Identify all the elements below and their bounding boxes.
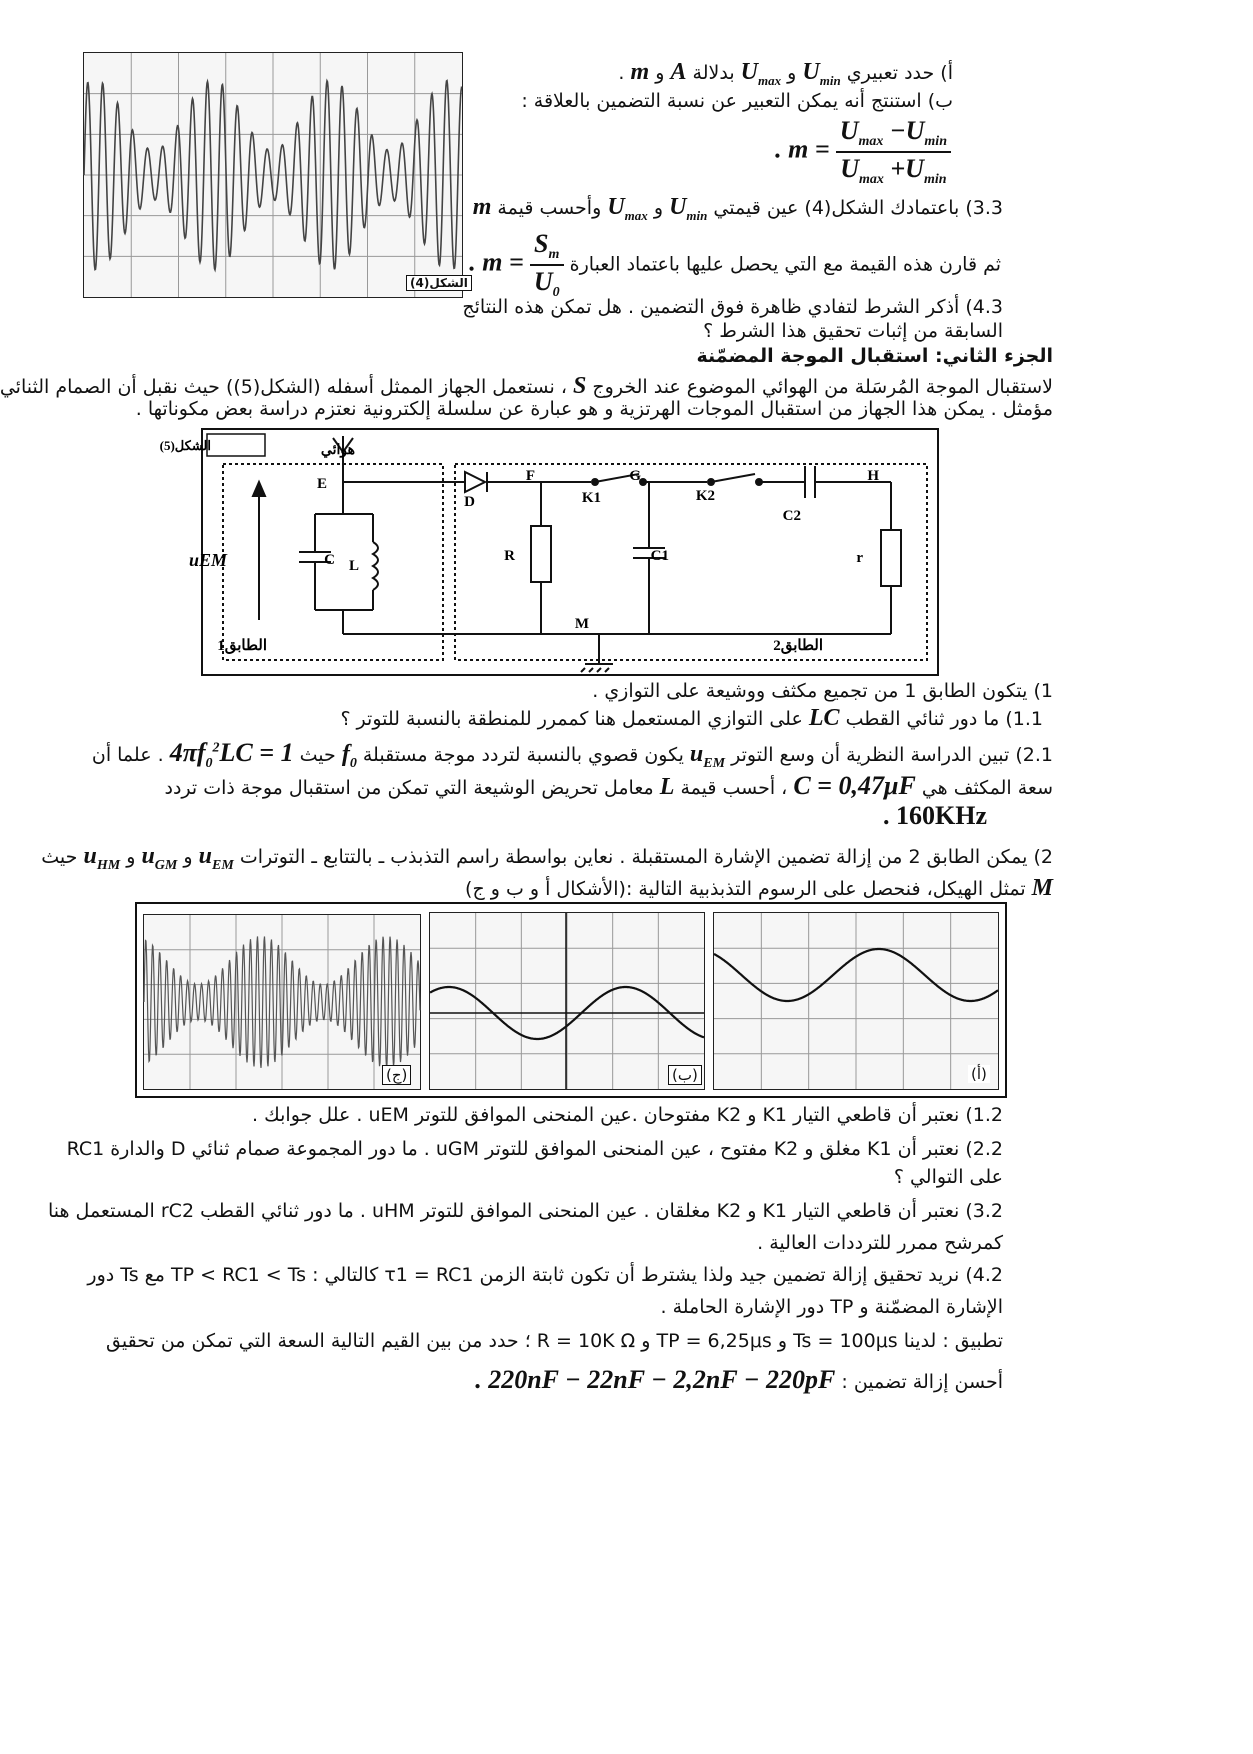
formula-denominator: $U_{max} +U_{min}$ [840,153,947,188]
oscillogram-c-label: (ج) [382,1065,411,1085]
question-3-3-compare: ثم قارن هذه القيمة مع التي يحصل عليها باعتماد العبارة $\frac{S_m}{U_0}$ . m = [469,229,1001,301]
application-line1: تطبيق : لدينا Ts = 100μs و TP = 6,25μs و R = 10K Ω ؛ حدد من بين القيم التالية السعة التي تمكن من تحقيق [106,1330,1003,1352]
part2-intro-line1: لاستقبال الموجة المُرسَلة من الهوائي الموضوع عند الخروج S ، نستعمل الجهاز الممثل أسفله (الشكل(5)) حيث نقبل أن الصمام الثنائي [0,373,1053,399]
modulation-formula: $\frac{U_{max} -U_{min}}{U_{max} +U_{min}}$ . m = [775,115,951,189]
label-K2: K2 [695,488,715,504]
resistor-r [881,482,901,634]
diode-icon [459,472,487,492]
q2-1-line2: سعة المكثف هي C = 0,47μF ، أحسب قيمة L معامل تحريض الوشيعة التي تمكن من استقبال موجة ذات تردد [164,771,1053,800]
uem-arrow [253,482,265,620]
oscillogram-b-label: (ب) [668,1065,702,1085]
figure-5-label-box [207,434,265,456]
stage-1-label: الطابق1 [217,638,267,654]
node-M: M [574,616,589,632]
q4-2-line2: الإشارة المضمّنة و TP دور الإشارة الحاملة . [660,1296,1003,1318]
oscillograms-frame [135,902,1007,1098]
node-G: G [629,468,641,484]
oscillogram-b [429,912,705,1090]
question-4-3-line2: السابقة من إثبات تحقيق هذا الشرط ؟ [703,320,1003,342]
node-D: D [464,494,475,510]
lc-tank [299,482,378,634]
q2-intro-line2: M تمثل الهيكل، فنحصل على الرسوم التذبذبية التالية :(الأشكال أ و ب و ج) [465,875,1053,901]
figure-4-oscillogram [83,52,468,298]
q1-2: 1.2) نعتبر أن قاطعي التيار K1 و K2 مفتوحان .عين المنحنى الموافق للتوتر uEM . علل جوابك . [252,1104,1003,1126]
q2-2-line1: 2.2) نعتبر أن K1 مغلق و K2 مفتوح ، عين المنحنى الموافق للتوتر uGM . ما دور المجموعة صمام ثنائي D والدارة RC1 [66,1138,1003,1160]
uem-label: uEM [188,550,227,570]
stage-2-label: الطابق2 [773,638,823,654]
node-E: E [316,476,327,492]
application-line2: أحسن إزالة تضمين : . 220nF − 22nF − 2,2nF − 220pF [475,1365,1003,1394]
antenna-label: هوائي [320,443,355,458]
label-C: C [324,552,335,568]
question-b: ب) استنتج أنه يمكن التعبير عن نسبة التضمين بالعلاقة : [521,90,953,112]
oscillogram-c [143,914,421,1090]
figure-4-svg [84,53,462,297]
part2-intro-line2: مؤمثل . يمكن هذا الجهاز من استقبال الموجات الهرتزية و هو عبارة عن سلسلة إلكترونية نعتزم دراسة بعض مكوناتها . [135,398,1053,420]
oscillogram-a-label: (أ) [968,1065,990,1083]
ground-icon [581,634,613,672]
capacitor-C2 [805,466,815,498]
figure-5-label: الشكل(5) [159,438,211,453]
resistor-R [531,482,551,634]
switch-K2 [708,474,762,485]
label-K1: K1 [581,490,601,506]
node-F: F [525,468,535,484]
figure-4-label: الشكل(4) [406,275,472,291]
part2-title: الجزء الثاني: استقبال الموجة المضمّنة [696,345,1053,367]
node-H: H [867,468,879,484]
q2-1-line1: 2.1) تبين الدراسة النظرية أن وسع التوتر $u_{EM}$ يكون قصوي بالنسبة لتردد موجة مستقبلة $f_0$ حيث $4\pi f_0^2LC = 1$ . علما أن [91,738,1053,772]
formula-numerator: $U_{max} -U_{min}$ [836,115,951,153]
label-r: r [856,550,863,566]
q2-2-line2: على التوالي ؟ [893,1166,1003,1188]
circuit-svg [159,430,937,674]
question-a: أ) حدد تعبيري $U_{min}$ و $U_{max}$ بدلالة A و m . [618,59,953,88]
label-R: R [504,548,515,564]
label-C2: C2 [782,508,801,524]
q2-intro-line1: 2) يمكن الطابق 2 من إزالة تضمين الإشارة المستقبلة . نعاين بواسطة راسم التذبذب ـ بالتتابع ـ التوترات $u_{EM}$ و $u_{GM}$ و $u_{HM}$ حيث [41,843,1053,873]
oscillogram-a [713,912,999,1090]
q1-intro: 1) يتكون الطابق 1 من تجميع مكثف ووشيعة على التوازي . [592,680,1053,702]
q2-1-frequency: . 160KHz [883,801,987,830]
figure-5-circuit [159,428,939,676]
question-3-3: 3.3) باعتمادك الشكل(4) عين قيمتي $U_{min}$ و $U_{max}$ وأحسب قيمة m [472,194,1003,223]
label-C1: C1 [650,548,669,564]
label-L: L [348,558,359,574]
question-4-3-line1: 4.3) أذكر الشرط لتفادي ظاهرة فوق التضمين . هل تمكن هذه النتائج [462,296,1003,318]
q3-2-line2: كمرشح ممرر للترددات العالية . [757,1232,1003,1254]
q3-2-line1: 3.2) نعتبر أن قاطعي التيار K1 و K2 مغلقان . عين المنحنى الموافق للتوتر uHM . ما دور ثنائي القطب rC2 المستعمل هنا [47,1200,1003,1222]
q1-1: 1.1) ما دور ثنائي القطب LC على التوازي المستعمل هنا كممرر للمنطقة بالنسبة للتوتر ؟ [340,705,1043,731]
q4-2-line1: 4.2) نريد تحقيق إزالة تضمين جيد ولذا يشترط أن تكون ثابتة الزمن τ1 = RC1 كالتالي : TP < RC1 < Ts مع Ts دور [87,1264,1003,1286]
